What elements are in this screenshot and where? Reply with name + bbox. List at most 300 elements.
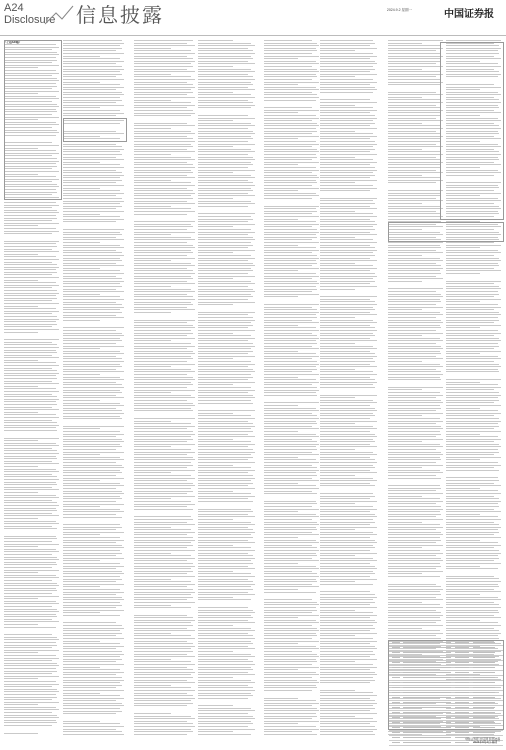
text-line [63,330,116,331]
text-line [198,144,255,145]
text-line [198,229,251,230]
text-line [63,40,122,41]
text-line [264,555,317,556]
text-line [198,434,248,435]
text-line [264,677,312,678]
text-line [134,656,195,657]
text-line [4,344,57,345]
text-line [388,167,441,168]
text-line [264,115,316,116]
text-line [63,353,124,354]
text-line [264,698,298,699]
text-line [198,685,248,686]
text-line [320,400,373,401]
text-line [446,389,494,390]
text-line [320,79,373,80]
text-line [320,118,377,119]
text-line [4,645,57,646]
text-line [63,700,116,701]
text-line [388,151,440,152]
text-line [134,599,187,600]
text-line [320,268,377,269]
text-line [264,633,316,634]
text-line [134,542,191,543]
text-line [4,603,59,604]
data-table [388,640,504,730]
text-line [264,84,298,85]
text-line [388,498,440,499]
text-line [388,511,440,512]
text-line [198,201,251,202]
text-line [446,483,494,484]
text-line [134,620,195,621]
text-line [388,490,436,491]
text-line [63,255,124,256]
text-line [63,628,124,629]
text-line [388,118,436,119]
text-line [264,180,316,181]
text-line [320,625,373,626]
section-name-en: Disclosure [4,14,56,26]
text-line [264,625,312,626]
text-line [63,214,100,215]
text-line [198,475,253,476]
text-line [320,322,377,323]
table-cell [473,662,495,663]
text-line [264,470,319,471]
text-line [198,721,251,722]
text-line [4,715,57,716]
text-line [198,157,253,158]
text-line [388,250,436,251]
text-line [446,353,480,354]
text-line [320,441,375,442]
text-line [320,431,370,432]
text-line [264,216,319,217]
text-line [446,258,499,259]
text-line [63,698,124,699]
text-line [446,387,501,388]
text-line [320,597,377,598]
text-line [320,721,377,722]
text-line [134,605,171,606]
text-line [264,579,316,580]
text-line [264,540,316,541]
text-line [446,449,498,450]
text-line [388,550,440,551]
text-line [198,260,248,261]
text-line [134,638,195,639]
text-line [63,190,120,191]
text-line [134,581,191,582]
text-line [134,529,191,530]
table-cell [392,692,400,693]
text-line [198,314,248,315]
text-line [320,351,370,352]
text-line [63,94,124,95]
table-cell [455,652,469,653]
text-line [320,379,375,380]
text-line [388,128,443,129]
text-line [388,133,441,134]
text-line [446,485,501,486]
text-line [264,118,319,119]
text-line [63,102,116,103]
text-line [4,684,59,685]
text-line [134,234,171,235]
text-line [134,465,193,466]
text-line [320,105,355,106]
text-line [63,542,116,543]
table-cell [403,697,451,698]
announcement-box-4 [440,42,504,220]
text-line [320,371,373,372]
text-line [264,250,319,251]
text-line [264,509,319,510]
text-line [388,136,443,137]
text-line [63,674,116,675]
text-line [388,343,436,344]
table-cell [455,727,469,728]
text-line [63,177,120,178]
text-line [63,278,122,279]
text-line [134,506,187,507]
text-line [63,105,124,106]
text-line [320,327,375,328]
text-line [4,479,59,480]
text-line [134,410,193,411]
text-line [4,414,56,415]
text-line [134,53,195,54]
text-line [63,646,124,647]
text-line [4,306,38,307]
text-line [198,568,255,569]
text-line [134,457,193,458]
text-line [63,498,122,499]
text-line [63,309,120,310]
text-line [388,423,436,424]
text-line [63,175,124,176]
text-line [198,92,233,93]
text-line [134,615,187,616]
text-line [198,133,255,134]
text-line [4,725,52,726]
text-line [320,270,370,271]
text-line [63,540,124,541]
text-line [134,177,195,178]
text-line [4,722,57,723]
text-line [4,678,38,679]
text-line [388,157,436,158]
text-line [264,123,317,124]
text-line [264,58,298,59]
text-line [446,578,499,579]
text-line [198,364,255,365]
text-line [264,87,316,88]
text-line [264,405,298,406]
text-line [134,353,195,354]
text-line [264,672,316,673]
text-line [134,94,187,95]
text-line [264,260,316,261]
text-line [198,690,255,691]
text-line [4,329,59,330]
text-line [320,239,373,240]
text-line [63,532,124,533]
text-line [388,633,443,634]
text-line [264,413,312,414]
text-line [63,504,124,505]
text-line [264,353,316,354]
text-line [198,524,255,525]
text-line [264,483,298,484]
text-line [264,112,298,113]
text-line [264,550,319,551]
text-line [264,571,312,572]
text-line [446,532,499,533]
text-line [198,53,255,54]
text-line [320,384,373,385]
text-line [388,56,443,57]
text-line [63,82,100,83]
text-line [134,61,195,62]
text-line [320,283,370,284]
text-line [320,434,375,435]
text-line [264,50,317,51]
table-cell [403,737,451,738]
table-cell [473,702,495,703]
text-line [388,76,436,77]
text-line [4,391,59,392]
text-line [134,214,187,215]
text-line [320,397,355,398]
text-line [134,602,195,603]
text-line [63,648,116,649]
text-line [446,421,501,422]
text-line [134,480,187,481]
text-line [320,250,377,251]
text-line [388,478,441,479]
text-line [388,459,441,460]
text-line [63,405,124,406]
text-line [198,322,251,323]
text-line [4,593,52,594]
text-line [264,320,312,321]
text-line [388,467,422,468]
table-cell [403,667,451,668]
text-line [264,501,316,502]
text-line [134,555,191,556]
text-line [320,364,370,365]
text-line [388,584,436,585]
text-line [198,478,255,479]
text-line [4,551,59,552]
text-line [63,245,120,246]
text-line [134,392,171,393]
text-line [4,642,56,643]
text-line [264,382,319,383]
text-line [198,395,253,396]
text-line [4,360,38,361]
text-line [388,397,436,398]
text-line [264,273,316,274]
text-line [4,549,56,550]
text-line [198,203,255,204]
table-cell [455,687,469,688]
text-line [63,426,124,427]
text-line [388,392,440,393]
text-line [446,480,499,481]
text-line [4,637,57,638]
text-line [264,522,317,523]
text-line [446,309,494,310]
text-line [63,465,122,466]
text-line [4,564,57,565]
text-line [320,550,370,551]
text-line [4,712,52,713]
text-line [63,250,116,251]
text-line [198,273,248,274]
text-line [134,87,195,88]
text-line [320,74,377,75]
text-line [198,400,251,401]
text-line [446,553,501,554]
text-line [198,125,255,126]
text-line [134,560,187,561]
text-line [63,390,120,391]
text-line [320,219,370,220]
text-line [320,224,377,225]
text-line [264,558,312,559]
text-line [134,703,193,704]
text-line [388,61,441,62]
text-line [446,537,501,538]
text-line [63,265,124,266]
table-cell [455,682,469,683]
text-line [4,225,38,226]
text-line [264,307,312,308]
text-line [4,420,52,421]
text-line [388,333,443,334]
text-line [264,125,319,126]
text-line [446,444,499,445]
text-line [264,146,312,147]
text-line [4,445,59,446]
text-line [320,247,375,248]
text-line [446,312,499,313]
text-line [320,314,377,315]
text-line [63,483,120,484]
text-line [198,661,253,662]
text-line [198,226,233,227]
text-line [63,286,122,287]
text-line [198,136,251,137]
text-line [134,260,171,261]
text-line [63,377,120,378]
text-line [320,395,377,396]
text-line [320,87,375,88]
text-line [134,320,195,321]
text-line [198,410,255,411]
text-line [320,50,355,51]
text-line [134,307,187,308]
text-line [134,325,193,326]
text-line [134,428,187,429]
text-line [134,208,191,209]
text-line [264,651,312,652]
text-line [63,384,122,385]
text-line [446,540,480,541]
text-line [198,61,248,62]
text-line [388,84,440,85]
text-line [320,53,373,54]
text-line [320,408,375,409]
text-line [134,661,191,662]
text-line [388,366,443,367]
text-line [134,201,187,202]
text-line [198,141,248,142]
text-line [134,485,195,486]
text-line [446,527,501,528]
text-line [134,475,191,476]
text-line [4,223,59,224]
text-line [446,320,499,321]
text-line [134,270,193,271]
text-line [4,702,59,703]
text-line [134,40,193,41]
text-line [388,472,443,473]
text-line [63,467,124,468]
text-line [264,615,319,616]
table-cell [473,682,495,683]
text-line [4,554,52,555]
text-line [63,157,116,158]
text-line [388,144,436,145]
text-line [264,219,298,220]
text-line [320,123,375,124]
table-cell [392,642,400,643]
text-line [4,461,52,462]
text-line [320,312,370,313]
text-line [198,511,253,512]
text-line [63,193,124,194]
text-line [264,369,317,370]
text-line [388,43,422,44]
text-line [446,366,501,367]
text-line [320,182,355,183]
text-line [388,516,436,517]
text-line [264,289,317,290]
text-line [388,296,443,297]
text-line [264,276,319,277]
text-line [446,514,480,515]
table-cell [473,732,495,733]
text-line [320,470,370,471]
text-line [4,510,57,511]
text-line [63,418,122,419]
text-line [134,71,195,72]
text-line [4,231,59,232]
text-line [4,619,52,620]
text-line [198,206,248,207]
text-line [198,250,255,251]
text-line [388,299,440,300]
text-line [63,333,122,334]
text-line [134,304,193,305]
text-line [264,374,319,375]
text-line [134,635,191,636]
text-line [198,320,255,321]
